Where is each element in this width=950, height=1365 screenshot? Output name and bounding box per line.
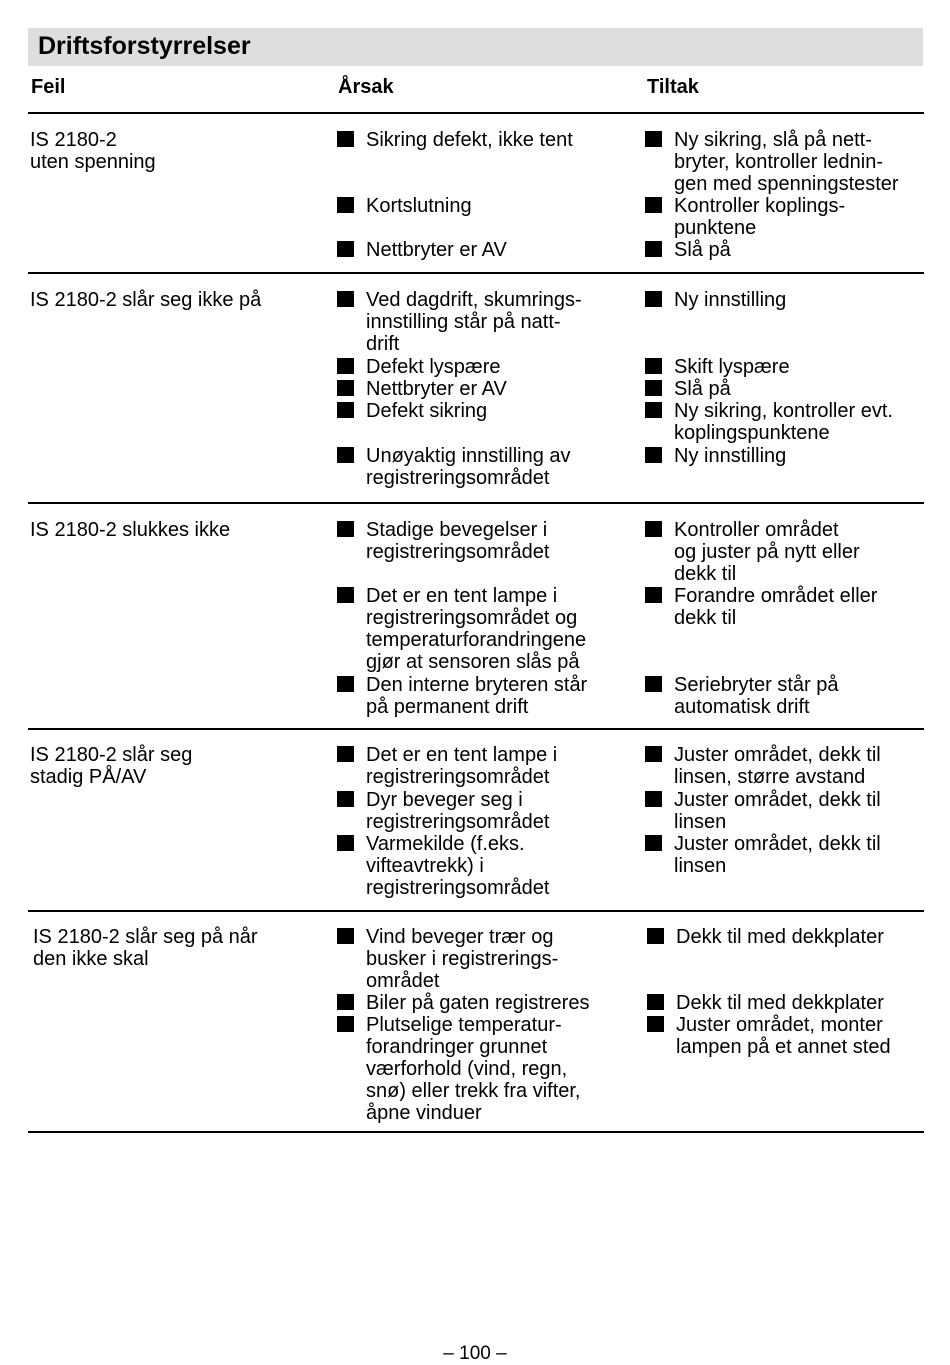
bullet-square-icon xyxy=(337,994,354,1010)
cause-text: Nettbryter er AV xyxy=(366,378,507,400)
bullet-square-icon xyxy=(337,380,354,396)
bullet-square-icon xyxy=(647,994,664,1010)
column-header-feil: Feil xyxy=(31,76,66,98)
bullet-square-icon xyxy=(647,928,664,944)
row-divider xyxy=(28,502,924,504)
bullet-square-icon xyxy=(645,587,662,603)
bullet-square-icon xyxy=(337,587,354,603)
bullet-square-icon xyxy=(337,746,354,762)
row-divider xyxy=(28,910,924,912)
remedy-text: Juster området, monter lampen på et annet sted xyxy=(676,1014,891,1058)
bullet-square-icon xyxy=(337,241,354,257)
remedy-text: Juster området, dekk til linsen xyxy=(674,789,881,833)
cause-text: Det er en tent lampe i registreringsområdet xyxy=(366,744,558,788)
remedy-text: Seriebryter står på automatisk drift xyxy=(674,674,839,718)
bullet-square-icon xyxy=(645,746,662,762)
bullet-square-icon xyxy=(337,358,354,374)
bullet-square-icon xyxy=(645,358,662,374)
header-rule xyxy=(28,112,924,114)
bullet-square-icon xyxy=(337,1016,354,1032)
remedy-text: Ny sikring, slå på nett- bryter, kontroller lednin- gen med spenningstester xyxy=(674,129,899,195)
bullet-square-icon xyxy=(337,291,354,307)
bullet-square-icon xyxy=(645,131,662,147)
remedy-text: Forandre området eller dekk til xyxy=(674,585,878,629)
remedy-text: Kontroller koplings- punktene xyxy=(674,195,846,239)
bullet-square-icon xyxy=(337,676,354,692)
page-number: – 100 – xyxy=(443,1343,507,1364)
bullet-square-icon xyxy=(337,928,354,944)
remedy-text: Kontroller området og juster på nytt eller dekk til xyxy=(674,519,860,585)
fault-description: IS 2180-2 slår seg på når den ikke skal xyxy=(33,926,258,970)
cause-text: Varmekilde (f.eks. vifteavtrekk) i registreringsområdet xyxy=(366,833,550,899)
cause-text: Defekt lyspære xyxy=(366,356,501,378)
column-header-tiltak: Tiltak xyxy=(647,76,699,98)
remedy-text: Skift lyspære xyxy=(674,356,790,378)
fault-description: IS 2180-2 slukkes ikke xyxy=(30,519,231,541)
cause-text: Den interne bryteren står på permanent drift xyxy=(366,674,588,718)
row-divider xyxy=(28,728,924,730)
fault-description: IS 2180-2 slår seg stadig PÅ/AV xyxy=(30,744,193,788)
bullet-square-icon xyxy=(645,291,662,307)
remedy-text: Dekk til med dekkplater xyxy=(676,926,884,948)
bullet-square-icon xyxy=(645,380,662,396)
fault-description: IS 2180-2 slår seg ikke på xyxy=(30,289,262,311)
cause-text: Biler på gaten registreres xyxy=(366,992,590,1014)
bullet-square-icon xyxy=(337,835,354,851)
bullet-square-icon xyxy=(645,835,662,851)
bullet-square-icon xyxy=(647,1016,664,1032)
bullet-square-icon xyxy=(337,402,354,418)
bullet-square-icon xyxy=(645,402,662,418)
remedy-text: Ny innstilling xyxy=(674,445,787,467)
remedy-text: Ny innstilling xyxy=(674,289,787,311)
cause-text: Unøyaktig innstilling av registreringsområdet xyxy=(366,445,571,489)
column-header-arsak: Årsak xyxy=(338,76,394,98)
bullet-square-icon xyxy=(337,447,354,463)
cause-text: Dyr beveger seg i registreringsområdet xyxy=(366,789,550,833)
cause-text: Defekt sikring xyxy=(366,400,488,422)
remedy-text: Slå på xyxy=(674,239,731,261)
cause-text: Plutselige temperatur- forandringer grunnet værforhold (vind, regn, snø) eller trekk fra vifter, åpne vinduer xyxy=(366,1014,581,1124)
section-title-bar xyxy=(28,28,923,66)
cause-text: Kortslutning xyxy=(366,195,472,217)
bullet-square-icon xyxy=(645,197,662,213)
bullet-square-icon xyxy=(645,676,662,692)
table-bottom-rule xyxy=(28,1131,924,1133)
bullet-square-icon xyxy=(645,241,662,257)
bullet-square-icon xyxy=(645,447,662,463)
bullet-square-icon xyxy=(337,131,354,147)
cause-text: Sikring defekt, ikke tent xyxy=(366,129,573,151)
cause-text: Nettbryter er AV xyxy=(366,239,507,261)
cause-text: Det er en tent lampe i registreringsområdet og temperaturforandringene gjør at sensoren slås på xyxy=(366,585,587,673)
cause-text: Stadige bevegelser i registreringsområdet xyxy=(366,519,550,563)
cause-text: Vind beveger trær og busker i registrerings- området xyxy=(366,926,559,992)
remedy-text: Ny sikring, kontroller evt. koplingspunktene xyxy=(674,400,893,444)
cause-text: Ved dagdrift, skumrings- innstilling står på natt- drift xyxy=(366,289,582,355)
remedy-text: Juster området, dekk til linsen xyxy=(674,833,881,877)
bullet-square-icon xyxy=(645,791,662,807)
remedy-text: Slå på xyxy=(674,378,731,400)
bullet-square-icon xyxy=(337,521,354,537)
page-title: Driftsforstyrrelser xyxy=(38,32,251,60)
fault-description: IS 2180-2 uten spenning xyxy=(30,129,156,173)
bullet-square-icon xyxy=(337,791,354,807)
bullet-square-icon xyxy=(645,521,662,537)
row-divider xyxy=(28,272,924,274)
remedy-text: Dekk til med dekkplater xyxy=(676,992,884,1014)
bullet-square-icon xyxy=(337,197,354,213)
remedy-text: Juster området, dekk til linsen, større avstand xyxy=(674,744,881,788)
